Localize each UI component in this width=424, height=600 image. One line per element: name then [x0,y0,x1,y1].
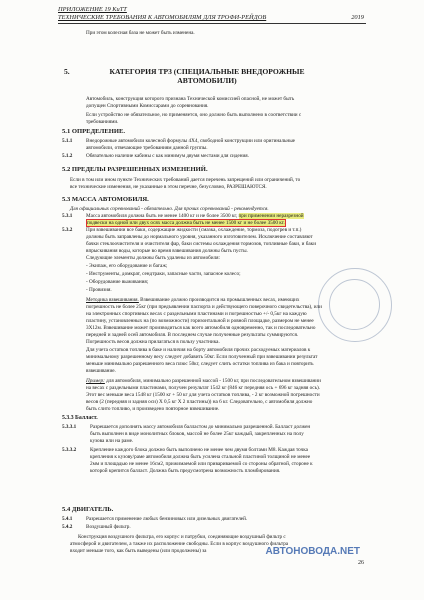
method-text: Взвешивание должно производится на промышленных весах, имеющих [140,297,300,303]
category-title-line2: АВТОМОБИЛИ) [177,76,237,85]
paragraph-line: Следующие элементы должны быть удалены из автомобиля: [86,255,220,261]
section-5-3-3-2-number: 5.3.3.2 [62,447,77,453]
paragraph-line: должны быть заправлены до нормального уровня, указанного изготовителем. Исключение составляют [86,234,313,240]
category-title [92,67,322,85]
page-number: 26 [358,560,364,566]
paragraph-line: пластину, установленных на (по возможности) горизонтальной и ровной площадке, размером не менее [86,318,314,324]
header-divider [58,23,366,24]
intro-line: Если устройство не обязательное, но применяется, оно должно быть выполнено в соответствии с [86,112,302,118]
paragraph-line: минимальному разрешенному весу следует добавить 50кг. Если полученный при взвешивании результат [86,354,318,360]
section-5-1-1-number: 5.1.1 [62,138,73,144]
weight-rule-text: Масса автомобиля должна быть не менее 1400 кг и не более 3500 кг, [86,213,238,219]
section-5-1-2-number: 5.1.2 [62,153,73,159]
paragraph-line: кузова или на раме. [90,438,134,444]
paragraph-line: Конструкция воздушного фильтра, его корпус и патрубки, соединяющие воздушный фильтр с [78,534,286,540]
paragraph-line: быть выполнен в виде монолитных блоков, массой не более 25кг каждый, закрепленных на полу [90,431,304,437]
intro-line: требованиями. [86,119,119,125]
paragraph-line [86,220,286,226]
paragraph-line [86,378,321,384]
category-number: 5. [64,67,70,76]
section-5-1-title: 5.1 ОПРЕДЕЛЕНИЕ. [62,128,126,135]
header-title: ТЕХНИЧЕСКИЕ ТРЕБОВАНИЯ К АВТОМОБИЛЯМ ДЛЯ ТРОФИ-РЕЙДОВ [58,14,267,21]
paragraph-line: Разрешается дополнять массу автомобиля балластом до минимально разрешенной. Балласт должен [90,424,311,430]
highlighted-text: при применении неразрезной [238,213,304,219]
paragraph-line: впрыскивания воды, которые во время взвешивания должны быть пусты. [86,248,248,254]
list-item: - Провизия. [86,287,112,293]
paragraph-line: Внедорожные автомобили колесной формулы 4Х4, свободной конструкции или оригинальные [86,138,295,144]
method-title: Методика взвешивания. [86,297,139,303]
paragraph-line: входит меньше того, как быть выведены (или продолжены) за [70,548,207,554]
paragraph-line: которой крепится балласт. Должна быть предусмотрена возможность пломбирования. [90,468,281,474]
paragraph-line: Обязательно наличие кабины с как минимум двумя местами для сидения. [86,153,249,159]
paragraph-line: передней и задней осей автомобиля. В последнем случае полученные результаты суммируются. [86,332,299,338]
section-5-3-2-number: 5.3.2 [62,227,73,233]
paragraph-line: Если в том или ином пункте Технических требований дается перечень запрещений или ограничений, то [70,177,301,183]
paragraph-line: крепления к кузову/раме автомобиля должна быть усилена стальной пластиной толщиной не менее [90,454,311,460]
paragraph-line: погрешность не более 25кг (при предъявлении паспорта и действующего поверочного свидетельства), или [86,304,322,310]
category-title-line1: КАТЕГОРИЯ ТР3 (СПЕЦИАЛЬНЫЕ ВНЕДОРОЖНЫЕ [109,67,305,76]
paragraph-line: Крепление каждого блока должно быть выполнено не менее чем двумя болтами М8. Каждая точка [90,447,308,453]
list-item: - Экипаж, его оборудование и багаж; [86,263,168,269]
paragraph-line: Разрешается применение любых бензиновых или дизельных двигателей. [86,516,248,522]
paragraph-line: меньше минимально разрешенного веса плюс 50кг, следует слить остатки топлива из бака и повторить [86,361,314,367]
header-appendix: ПРИЛОЖЕНИЕ 19 КиТТ [58,6,127,13]
example-text: для автомобиля, минимально разрешенной массой - 1500 кг, при последовательном взвешивании [106,378,321,384]
paragraph-line: на весах с раздельными пластинами, получен результат 1542 кг (846 кг передняя ось + 696 кг задняя ось). [86,385,320,391]
paragraph-line: быть слито топливо, и произведено повторное взвешивание. [86,406,220,412]
header-year: 2019 [351,14,364,21]
section-5-4-2-number: 5.4.2 [62,524,73,530]
paragraph-line: При взвешивании все баки, содержащие жидкости (смазка, охлаждение, тормоза, подогрев и т.п.) [86,227,302,233]
paragraph-line: Этот вес меньше веса 1548 кг (1500 кг + 50 кг для учета остатков топлива, - 2 кг возможной погрешности [86,392,320,398]
paragraph-line: Погрешность весов должна прилагаться в пользу участника. [86,339,220,345]
paragraph-line: на электронных спортивных весах с раздельными пластинами и погрешностью +/- 0,5кг на каждую [86,311,307,317]
section-5-2-title: 5.2 ПРЕДЕЛЫ РАЗРЕШЕННЫХ ИЗМЕНЕНИЙ. [62,166,208,173]
paragraph-line: Для учета остатков топлива в баке и наличия на борту автомобиля прочих расходуемых материалов к [86,347,311,353]
paragraph-line: весов (2 (передняя и задняя оси) Х 0,5 кг Х 2 пластины)) на 6 кг. Следовательно, с автомобиля должно [86,399,313,405]
section-5-3-note: Для официальных соревнований - обязательно. Для прочих соревнований - рекомендуется. [70,206,269,212]
stamp-seal [318,268,392,342]
paragraph-line: Воздушный фильтр. [86,524,131,530]
paragraph-line: 2мм и площадью не менее 16см2, прижимаемой или привариваемой со стороны обратной, стороне к [90,461,313,467]
watermark: АВТОНОВОДА.NET [265,546,360,557]
paragraph-line: автомобили, отвечающие требованиям данной группы. [86,145,208,151]
paragraph-line: взвешивание. [86,368,116,374]
list-item: - Оборудование выживания; [86,279,149,285]
paragraph-line: 3Х12м. Взвешивание может производиться как всего автомобиля одновременно, так и последовательно [86,325,316,331]
top-line: При этом колесная база не может быть изменена. [86,30,195,36]
intro-line: Автомобиль, конструкция которого признана Технической комиссией опасной, не может быть [86,96,295,102]
section-5-3-3-1-number: 5.3.3.1 [62,424,77,430]
paragraph-line: атмосферой и двигателем, а также их расположение свободны. Если в корпус воздушного фильтра [70,541,289,547]
highlighted-text: подвески на одной или двух осях масса должна быть не менее 1500 кг и не более 3500 кг. [87,220,285,226]
section-5-3-3-title: 5.3.3 Балласт. [62,415,98,421]
paragraph-line [86,297,300,303]
section-5-3-title: 5.3 МАССА АВТОМОБИЛЯ. [62,196,149,203]
section-5-3-1-number: 5.3.1 [62,213,73,219]
section-5-4-title: 5.4 ДВИГАТЕЛЬ. [62,506,114,513]
section-5-4-1-number: 5.4.1 [62,516,73,522]
intro-line: допущен Спортивными Комиссарами до соревнования. [86,103,209,109]
example-label: Пример: [86,378,105,384]
paragraph-line: все технические изменения, не указанные в этом перечне, безусловно, РАЗРЕШАЮТСЯ. [70,184,267,190]
list-item: - Инструменты, домкрат, сендтраки, запасные части, запасное колесо; [86,271,241,277]
paragraph-line: бачки стеклоочистителя и очистителя фар, баки системы охлаждения тормозов, топливные баки, и баки [86,241,316,247]
